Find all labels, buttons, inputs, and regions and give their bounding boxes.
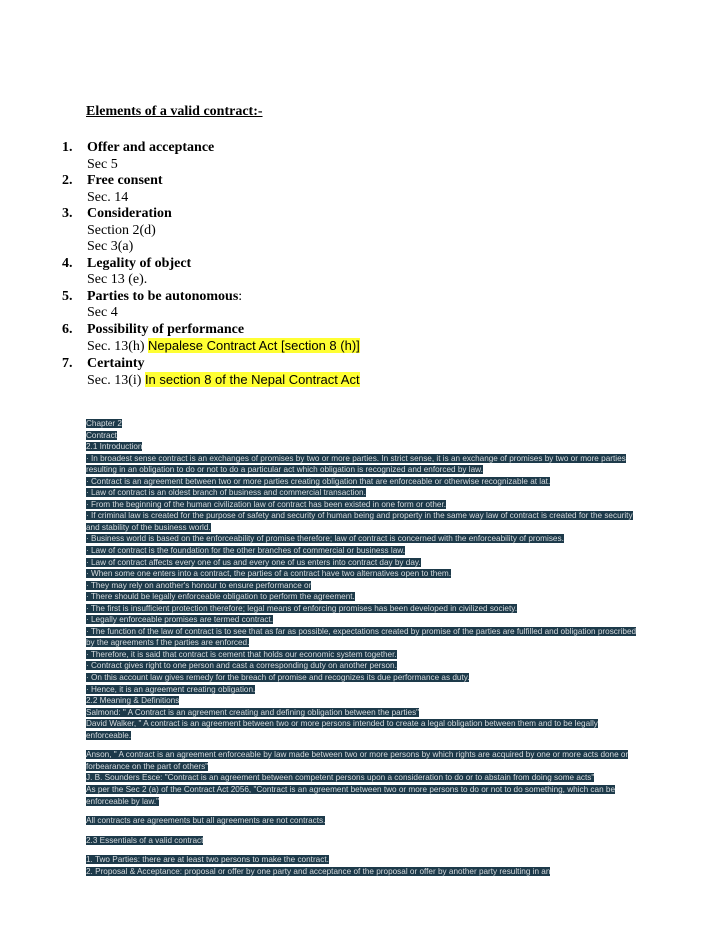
highlighted-text: · Contract is an agreement between two or more parties creating obligation that are enforceable or otherwise recognizable at lat.	[86, 476, 551, 486]
item-title-text: Free consent	[87, 173, 163, 188]
text-line	[86, 835, 642, 847]
text-line	[86, 499, 642, 511]
text-line	[86, 672, 642, 684]
list-item	[62, 140, 360, 173]
highlighted-text: J. B. Sounders Esce: "Contract is an agreement between competent persons upon a consideration to do or to abstain from doing some acts"	[86, 773, 595, 783]
highlighted-text: As per the Sec 2 (a) of the Contract Act 2056, "Contract is an agreement between two or more persons to do or not to do something, which can be enforceable by law."	[86, 784, 616, 806]
highlighted-text: · There should be legally enforceable obligation to perform the agreement.	[86, 592, 355, 602]
reference-text: Sec. 13(i)	[87, 373, 145, 388]
text-line	[86, 614, 642, 626]
item-title	[87, 322, 360, 339]
list-item	[62, 356, 360, 390]
item-title-text: Offer and acceptance	[87, 140, 215, 155]
item-title-text: Possibility of performance	[87, 321, 245, 337]
highlighted-text: Salmond: " A Contract is an agreement creating and defining obligation between the parties"	[86, 707, 420, 717]
list-item	[62, 173, 360, 206]
text-line	[86, 430, 642, 442]
item-title	[87, 256, 360, 273]
reference-text: Section 2(d)	[87, 222, 156, 238]
text-line	[86, 441, 642, 453]
item-title	[87, 289, 360, 306]
list-item	[62, 322, 360, 356]
text-line	[86, 815, 642, 827]
item-title	[87, 356, 360, 373]
text-line	[86, 510, 642, 533]
text-line	[86, 626, 642, 649]
highlighted-text: · When some one enters into a contract, the parties of a contract have two alternatives open to them.	[86, 569, 451, 579]
highlighted-text: 2.1 Introduction	[86, 442, 143, 452]
item-number: 1.	[62, 140, 73, 155]
item-number: 7.	[62, 355, 73, 371]
item-title-suffix: :	[238, 288, 243, 304]
item-reference	[87, 372, 360, 390]
text-line	[86, 684, 642, 696]
text-line	[86, 718, 642, 741]
text-line	[86, 649, 642, 661]
list-item	[62, 206, 360, 256]
chapter-block	[86, 418, 642, 877]
text-line	[86, 453, 642, 476]
highlighted-text: · Law of contract is an oldest branch of business and commercial transaction.	[86, 488, 366, 498]
highlighted-text: David Walker, " A contract is an agreement between two or more persons intended to create a legal obligation between them and to be legally enforceable.	[86, 719, 598, 740]
highlighted-text: · If criminal law is created for the purpose of safety and security of human being and property in the same way law of contract is created for the security and stability of the business world.	[86, 511, 633, 532]
item-reference	[87, 239, 360, 256]
text-line	[86, 533, 642, 545]
item-title-text: Legality of object	[87, 255, 192, 271]
highlighted-text: · In broadest sense contract is an exchanges of promises by two or more parties. In strict sense, it is an exchange of promises by two or more parties resulting in an obligation to do or not to do a particular act which obligation is recognized and enforced by law.	[86, 453, 626, 475]
text-line	[86, 866, 642, 878]
highlighted-text: Anson, " A contract is an agreement enforceable by law made between two or more persons by which rights are acquired by one or more acts done or forbearance on the part of others"	[86, 750, 629, 771]
text-line	[86, 580, 642, 592]
text-line	[86, 476, 642, 488]
highlighted-text: · Legally enforceable promises are termed contract.	[86, 615, 274, 625]
list-item	[62, 289, 360, 322]
item-reference	[87, 190, 360, 207]
highlighted-text: · The first is insufficient protection therefore; legal means of enforcing promises has been developed in civilized society.	[86, 603, 517, 613]
highlighted-text: · Business world is based on the enforceability of promise therefore; law of contract is concerned with the enforceability of promises.	[86, 534, 564, 544]
item-title	[87, 206, 360, 223]
highlighted-text: · Contract gives right to one person and cast a corresponding duty on another person.	[86, 661, 397, 671]
highlighted-text: · On this account law gives remedy for the breach of promise and recognizes its due performance as duty.	[86, 673, 470, 683]
text-line	[86, 660, 642, 672]
reference-text: Sec 3(a)	[87, 239, 134, 254]
highlighted-text: · Hence, it is an agreement creating obligation.	[86, 684, 256, 694]
text-line	[86, 854, 642, 866]
reference-text: Sec 5	[87, 156, 118, 172]
text-line	[86, 545, 642, 557]
item-title	[87, 140, 360, 157]
highlighted-text: · From the beginning of the human civilization law of contract has been existed in one form or other.	[86, 499, 446, 509]
highlighted-text: Contract	[86, 430, 117, 440]
text-line	[86, 603, 642, 615]
reference-text: Sec. 13(h)	[87, 339, 149, 354]
text-line	[86, 557, 642, 569]
highlighted-text: 1. Two Parties: there are at least two persons to make the contract.	[86, 855, 329, 865]
item-title-text: Certainty	[87, 355, 145, 371]
text-line	[86, 772, 642, 784]
text-line	[86, 591, 642, 603]
elements-list	[62, 140, 360, 390]
text-line	[86, 568, 642, 580]
item-number: 4.	[62, 255, 73, 271]
text-line	[86, 749, 642, 772]
highlighted-note: Nepalese Contract Act [section 8 (h)]	[148, 338, 360, 353]
item-reference	[87, 157, 360, 174]
item-title	[87, 173, 360, 190]
item-number: 5.	[62, 288, 73, 304]
item-number: 2.	[62, 173, 73, 188]
highlighted-text: · Law of contract is the foundation for the other branches of commercial or business law.	[86, 546, 406, 556]
reference-text: Sec. 14	[87, 189, 129, 205]
list-item	[62, 256, 360, 289]
highlighted-text: · Law of contract affects every one of us and every one of us enters into contract day by day.	[86, 557, 421, 567]
text-line	[86, 418, 642, 430]
highlighted-text: 2.2 Meaning & Definitions	[86, 696, 180, 706]
item-reference	[87, 223, 360, 240]
text-line	[86, 487, 642, 499]
item-reference	[87, 338, 360, 356]
highlighted-text: All contracts are agreements but all agreements are not contracts.	[86, 816, 326, 826]
text-line	[86, 695, 642, 707]
highlighted-text: · The function of the law of contract is to see that as far as possible, expectations created by promise of the parties are fulfilled and obligation proscribed by the agreements f the parties are enforced.	[86, 626, 637, 648]
highlighted-note: In section 8 of the Nepal Contract Act	[144, 372, 360, 387]
highlighted-text: Chapter 2	[86, 419, 122, 428]
text-line	[86, 784, 642, 807]
highlighted-text: 2. Proposal & Acceptance: proposal or offer by one party and acceptance of the proposal or offer by another party resulting in an	[86, 866, 551, 876]
highlighted-text: · Therefore, it is said that contract is cement that holds our economic system together.	[86, 649, 397, 659]
reference-text: Sec 4	[87, 305, 118, 320]
item-number: 6.	[62, 321, 73, 337]
item-reference	[87, 305, 360, 322]
item-number: 3.	[62, 206, 73, 221]
item-reference	[87, 272, 360, 289]
text-line	[86, 707, 642, 719]
highlighted-text: · They may rely on another's honour to ensure performance or	[86, 580, 312, 590]
item-title-text: Consideration	[87, 206, 172, 221]
elements-heading: Elements of a valid contract:-	[86, 104, 263, 119]
highlighted-text: 2.3 Essentials of a valid contract	[86, 835, 204, 845]
reference-text: Sec 13 (e).	[87, 272, 148, 287]
item-title-text: Parties to be autonomous	[87, 288, 239, 304]
